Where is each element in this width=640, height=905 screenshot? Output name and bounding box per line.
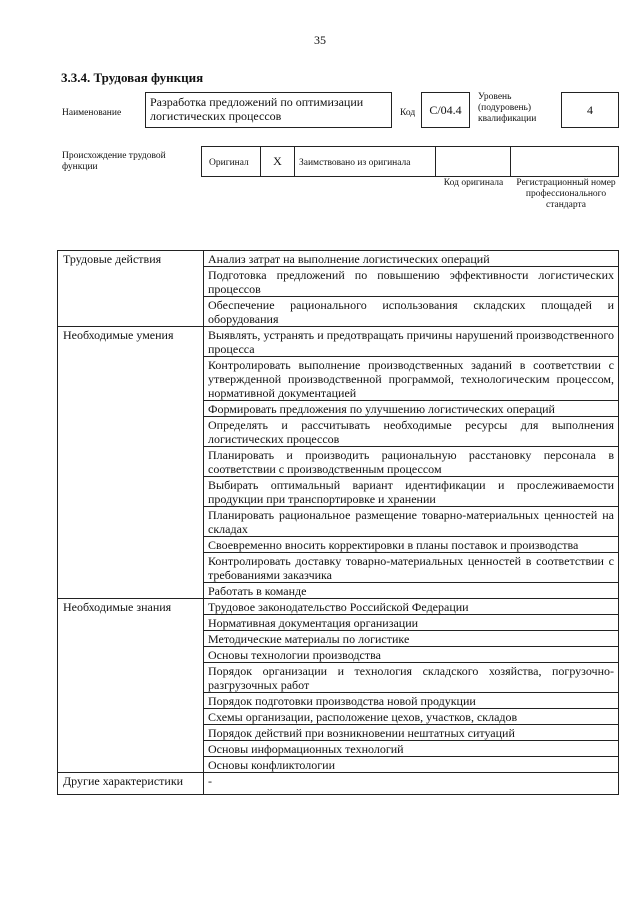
list-item: Формировать предложения по улучшению логистических операций [204, 401, 619, 417]
code-value: C/04.4 [421, 92, 470, 128]
section-label: Трудовые действия [58, 251, 204, 327]
list-item: Основы конфликтологии [204, 757, 619, 773]
original-label: Оригинал [209, 158, 249, 168]
original-mark: X [260, 147, 295, 176]
level-value: 4 [561, 92, 619, 128]
section-heading: 3.3.4. Трудовая функция [61, 70, 204, 85]
section-label: Другие характеристики [58, 773, 204, 795]
list-item: Выбирать оптимальный вариант идентификации и прослеживаемости продукции при транспортировке и хранении [204, 477, 619, 507]
list-item: Выявлять, устранять и предотвращать причины нарушений производственного процесса [204, 327, 619, 357]
table-row [58, 773, 619, 795]
list-item: Порядок действий при возникновении нештатных ситуаций [204, 725, 619, 741]
list-item: Своевременно вносить корректировки в планы поставок и производства [204, 537, 619, 553]
list-item: Планировать рациональное размещение товарно-материальных ценностей на складах [204, 507, 619, 537]
list-item: Подготовка предложений по повышению эффективности логистических процессов [204, 267, 619, 297]
list-item: Схемы организации, расположение цехов, участков, складов [204, 709, 619, 725]
list-item: Нормативная документация организации [204, 615, 619, 631]
list-item: Порядок организации и технология складского хозяйства, погрузочно-разгрузочных работ [204, 663, 619, 693]
list-item: Основы информационных технологий [204, 741, 619, 757]
code-label: Код [400, 108, 416, 118]
table-row [58, 599, 619, 615]
list-item: Контролировать доставку товарно-материальных ценностей в соответствии с требованиями заказчика [204, 553, 619, 583]
section-label: Необходимые знания [58, 599, 204, 773]
table-row [58, 327, 619, 357]
section-label: Необходимые умения [58, 327, 204, 599]
list-item: Трудовое законодательство Российской Федерации [204, 599, 619, 615]
list-item: - [204, 773, 619, 795]
name-value: Разработка предложений по оптимизации логистических процессов [145, 92, 392, 128]
list-item: Контролировать выполнение производственных заданий в соответствии с утвержденной производственной программой, технологическим процессом, нормативной документацией [204, 357, 619, 401]
list-item: Определять и рассчитывать необходимые ресурсы для выполнения логистических процессов [204, 417, 619, 447]
list-item: Обеспечение рационального использования складских площадей и оборудования [204, 297, 619, 327]
origin-box [201, 146, 619, 177]
divider [435, 147, 436, 176]
requirements-table [57, 250, 619, 795]
level-label: Уровень (подуровень) квалификации [478, 92, 537, 124]
table-row [58, 251, 619, 267]
page-number: 35 [314, 33, 326, 47]
name-label: Наименование [62, 108, 122, 118]
origin-label: Происхождение трудовой функции [62, 151, 166, 172]
list-item: Планировать и производить рациональную расстановку персонала в соответствии с производственным процессом [204, 447, 619, 477]
code-caption: Код оригинала [443, 178, 504, 188]
list-item: Основы технологии производства [204, 647, 619, 663]
borrowed-label: Заимствовано из оригинала [299, 158, 411, 168]
list-item: Анализ затрат на выполнение логистических операций [204, 251, 619, 267]
list-item: Методические материалы по логистике [204, 631, 619, 647]
list-item: Работать в команде [204, 583, 619, 599]
reg-caption: Регистрационный номер профессионального стандарта [516, 178, 616, 210]
list-item: Порядок подготовки производства новой продукции [204, 693, 619, 709]
divider [510, 147, 511, 176]
